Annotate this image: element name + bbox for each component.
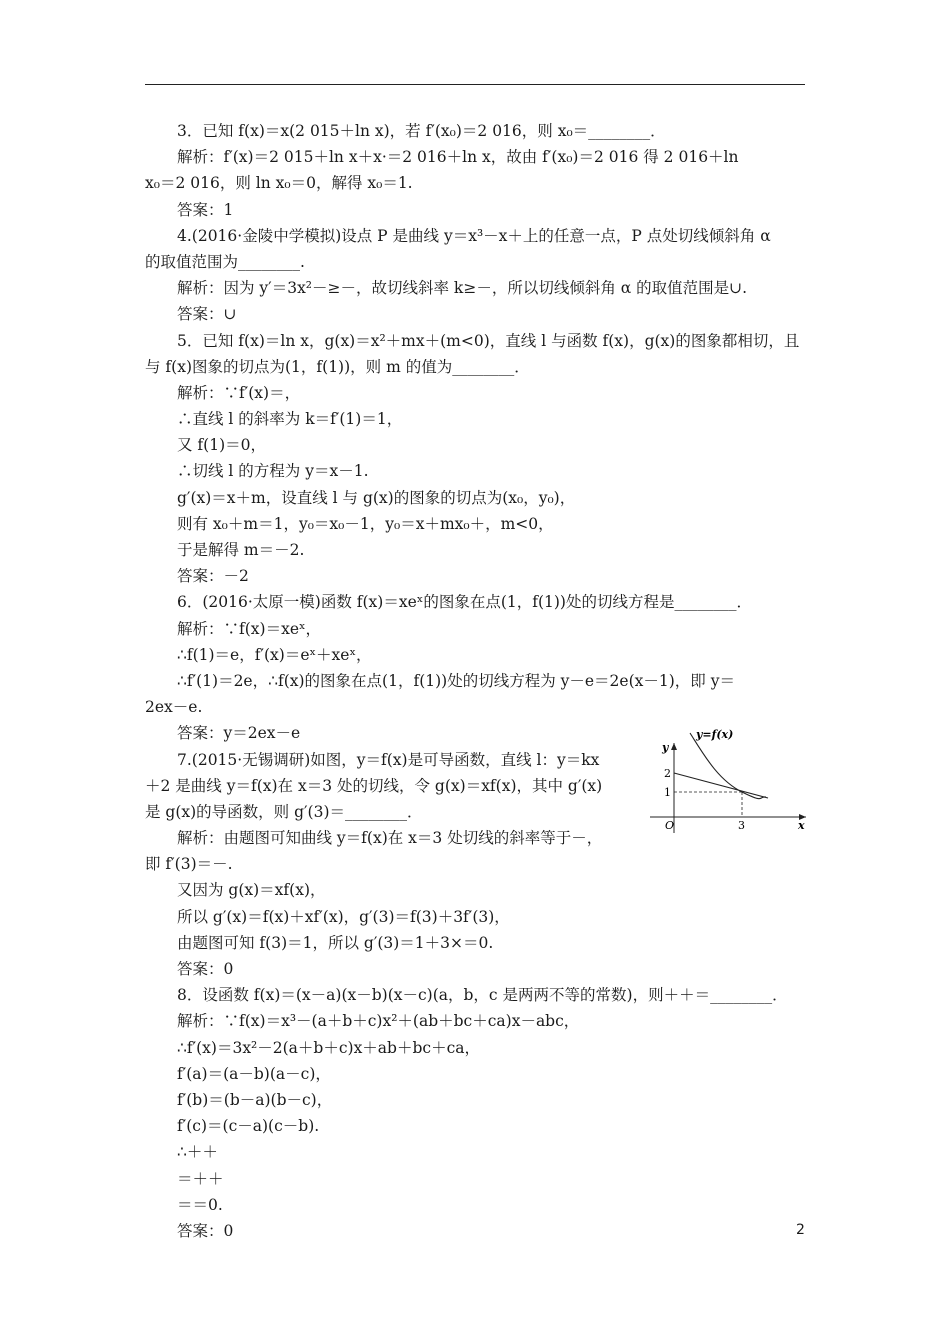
problem-6-solution-line-2: ∴f(1)＝e，f′(x)＝eˣ＋xeˣ， [177,645,372,664]
problem-7-solution-line-5: 由题图可知 f(3)＝1，所以 g′(3)＝1＋3×＝0. [177,933,494,952]
problem-6-answer: 答案：y＝2ex－e [177,724,301,743]
problem-5-solution-line-4: ∴切线 l 的方程为 y＝x－1. [177,462,369,481]
problem-8-solution-line-5: f′(c)＝(c－a)(c－b). [177,1117,320,1136]
page-number: 2 [796,1222,805,1238]
document-body [145,118,810,1244]
y-axis-label: y [662,741,669,754]
problem-8-statement: 8．设函数 f(x)＝(x－a)(x－b)(x－c)(a，b，c 是两两不等的常数)，则＋＋＝________． [177,986,788,1005]
problem-7-statement-line-2: ＋2 是曲线 y＝f(x)在 x＝3 处的切线，令 g(x)＝xf(x)，其中 g′(x) [145,776,603,795]
problem-5-solution-line-5: g′(x)＝x＋m，设直线 l 与 g(x)的图象的切点为(x₀，y₀)， [177,488,576,507]
problem-4-statement-line-1: 4.(2016·金陵中学模拟)设点 P 是曲线 y＝x³－x＋上的任意一点，P 点处切线倾斜角 α [177,226,771,245]
problem-6-solution-line-4: 2ex－e. [145,698,203,717]
problem-3-solution-line-1: 解析：f′(x)＝2 015＋ln x＋x·＝2 016＋ln x，故由 f′(x₀)＝2 016 得 2 016＋ln [177,148,739,167]
problem-7-solution-line-4: 所以 g′(x)＝f(x)＋xf′(x)，g′(3)＝f(3)＋3f′(3)， [177,907,510,926]
problem-8-solution-line-6: ∴＋＋ [177,1143,218,1162]
header-rule [145,84,805,85]
problem-4-answer: 答案：∪ [177,305,237,324]
problem-7-statement-line-1: 7.(2015·无锡调研)如图，y＝f(x)是可导函数，直线 l：y＝kx [177,750,600,769]
problem-7-statement-line-3: 是 g(x)的导函数，则 g′(3)＝________． [145,802,423,821]
problem-6-solution-line-3: ∴f′(1)＝2e，∴f(x)的图象在点(1，f(1))处的切线方程为 y－e＝2e(x－1)，即 y＝ [177,671,735,690]
problem-7-answer: 答案：0 [177,960,234,978]
problem-5-solution-line-1: 解析：∵f′(x)＝， [177,383,301,402]
problem-8-solution-line-1: 解析：∵f(x)＝x³－(a＋b＋c)x²＋(ab＋bc＋ca)x－abc， [177,1012,580,1031]
problem-6-statement: 6．(2016·太原一模)函数 f(x)＝xeˣ的图象在点(1，f(1))处的切线方程是________． [177,593,752,612]
x-tick-3: 3 [738,819,745,832]
problem-8-solution-line-8: ＝＝0. [177,1195,223,1214]
problem-3-statement: 3．已知 f(x)＝x(2 015＋ln x)，若 f′(x₀)＝2 016，则 x₀＝________． [177,122,666,140]
problem-8-solution-line-7: ＝＋＋ [177,1169,224,1188]
origin-label: O [665,819,675,832]
x-axis-label: x [798,819,805,832]
problem-3-solution-line-2: x₀＝2 016，则 ln x₀＝0，解得 x₀＝1. [145,174,413,193]
problem-8-solution-line-3: f′(a)＝(a－b)(a－c)， [177,1064,331,1083]
problem-5-solution-line-3: 又 f(1)＝0， [177,436,266,455]
problem-5-solution-line-2: ∴直线 l 的斜率为 k＝f′(1)＝1， [177,410,403,429]
problem-7-solution-line-2: 即 f′(3)＝－. [145,855,233,874]
problem-8-solution-line-4: f′(b)＝(b－a)(b－c)， [177,1090,333,1109]
problem-5-solution-line-6: 则有 x₀＋m＝1，y₀＝x₀－1，y₀＝x＋mx₀＋，m<0， [177,514,554,533]
problem-8-answer: 答案：0 [177,1221,234,1240]
problem-7-solution-line-1: 解析：由题图可知曲线 y＝f(x)在 x＝3 处切线的斜率等于－， [177,829,603,848]
function-graph-figure [646,725,816,835]
y-tick-2: 2 [664,767,671,780]
problem-5-statement-line-1: 5．已知 f(x)＝ln x，g(x)＝x²＋mx＋(m<0)，直线 l 与函数 f(x)，g(x)的图象都相切，且 [177,331,800,350]
problem-6-solution-line-1: 解析：∵f(x)＝xeˣ， [177,619,322,638]
problem-8-solution-line-2: ∴f′(x)＝3x²－2(a＋b＋c)x＋ab＋bc＋ca， [177,1038,480,1057]
y-tick-1: 1 [664,786,671,799]
problem-3-answer: 答案：1 [177,200,234,219]
problem-5-answer: 答案：－2 [177,567,249,586]
curve-f [690,733,766,799]
problem-4-statement-line-2: 的取值范围为________. [145,252,305,271]
problem-4-solution: 解析：因为 y′＝3x²－≥－，故切线斜率 k≥－，所以切线倾斜角 α 的取值范围是∪. [177,279,748,298]
problem-5-solution-line-7: 于是解得 m＝－2. [177,541,305,559]
curve-label: y=f(x) [696,728,734,741]
problem-5-statement-line-2: 与 f(x)图象的切点为(1，f(1))，则 m 的值为________． [145,357,530,376]
problem-7-solution-line-3: 又因为 g(x)＝xf(x)， [177,881,326,900]
y-axis-arrow [671,743,677,750]
